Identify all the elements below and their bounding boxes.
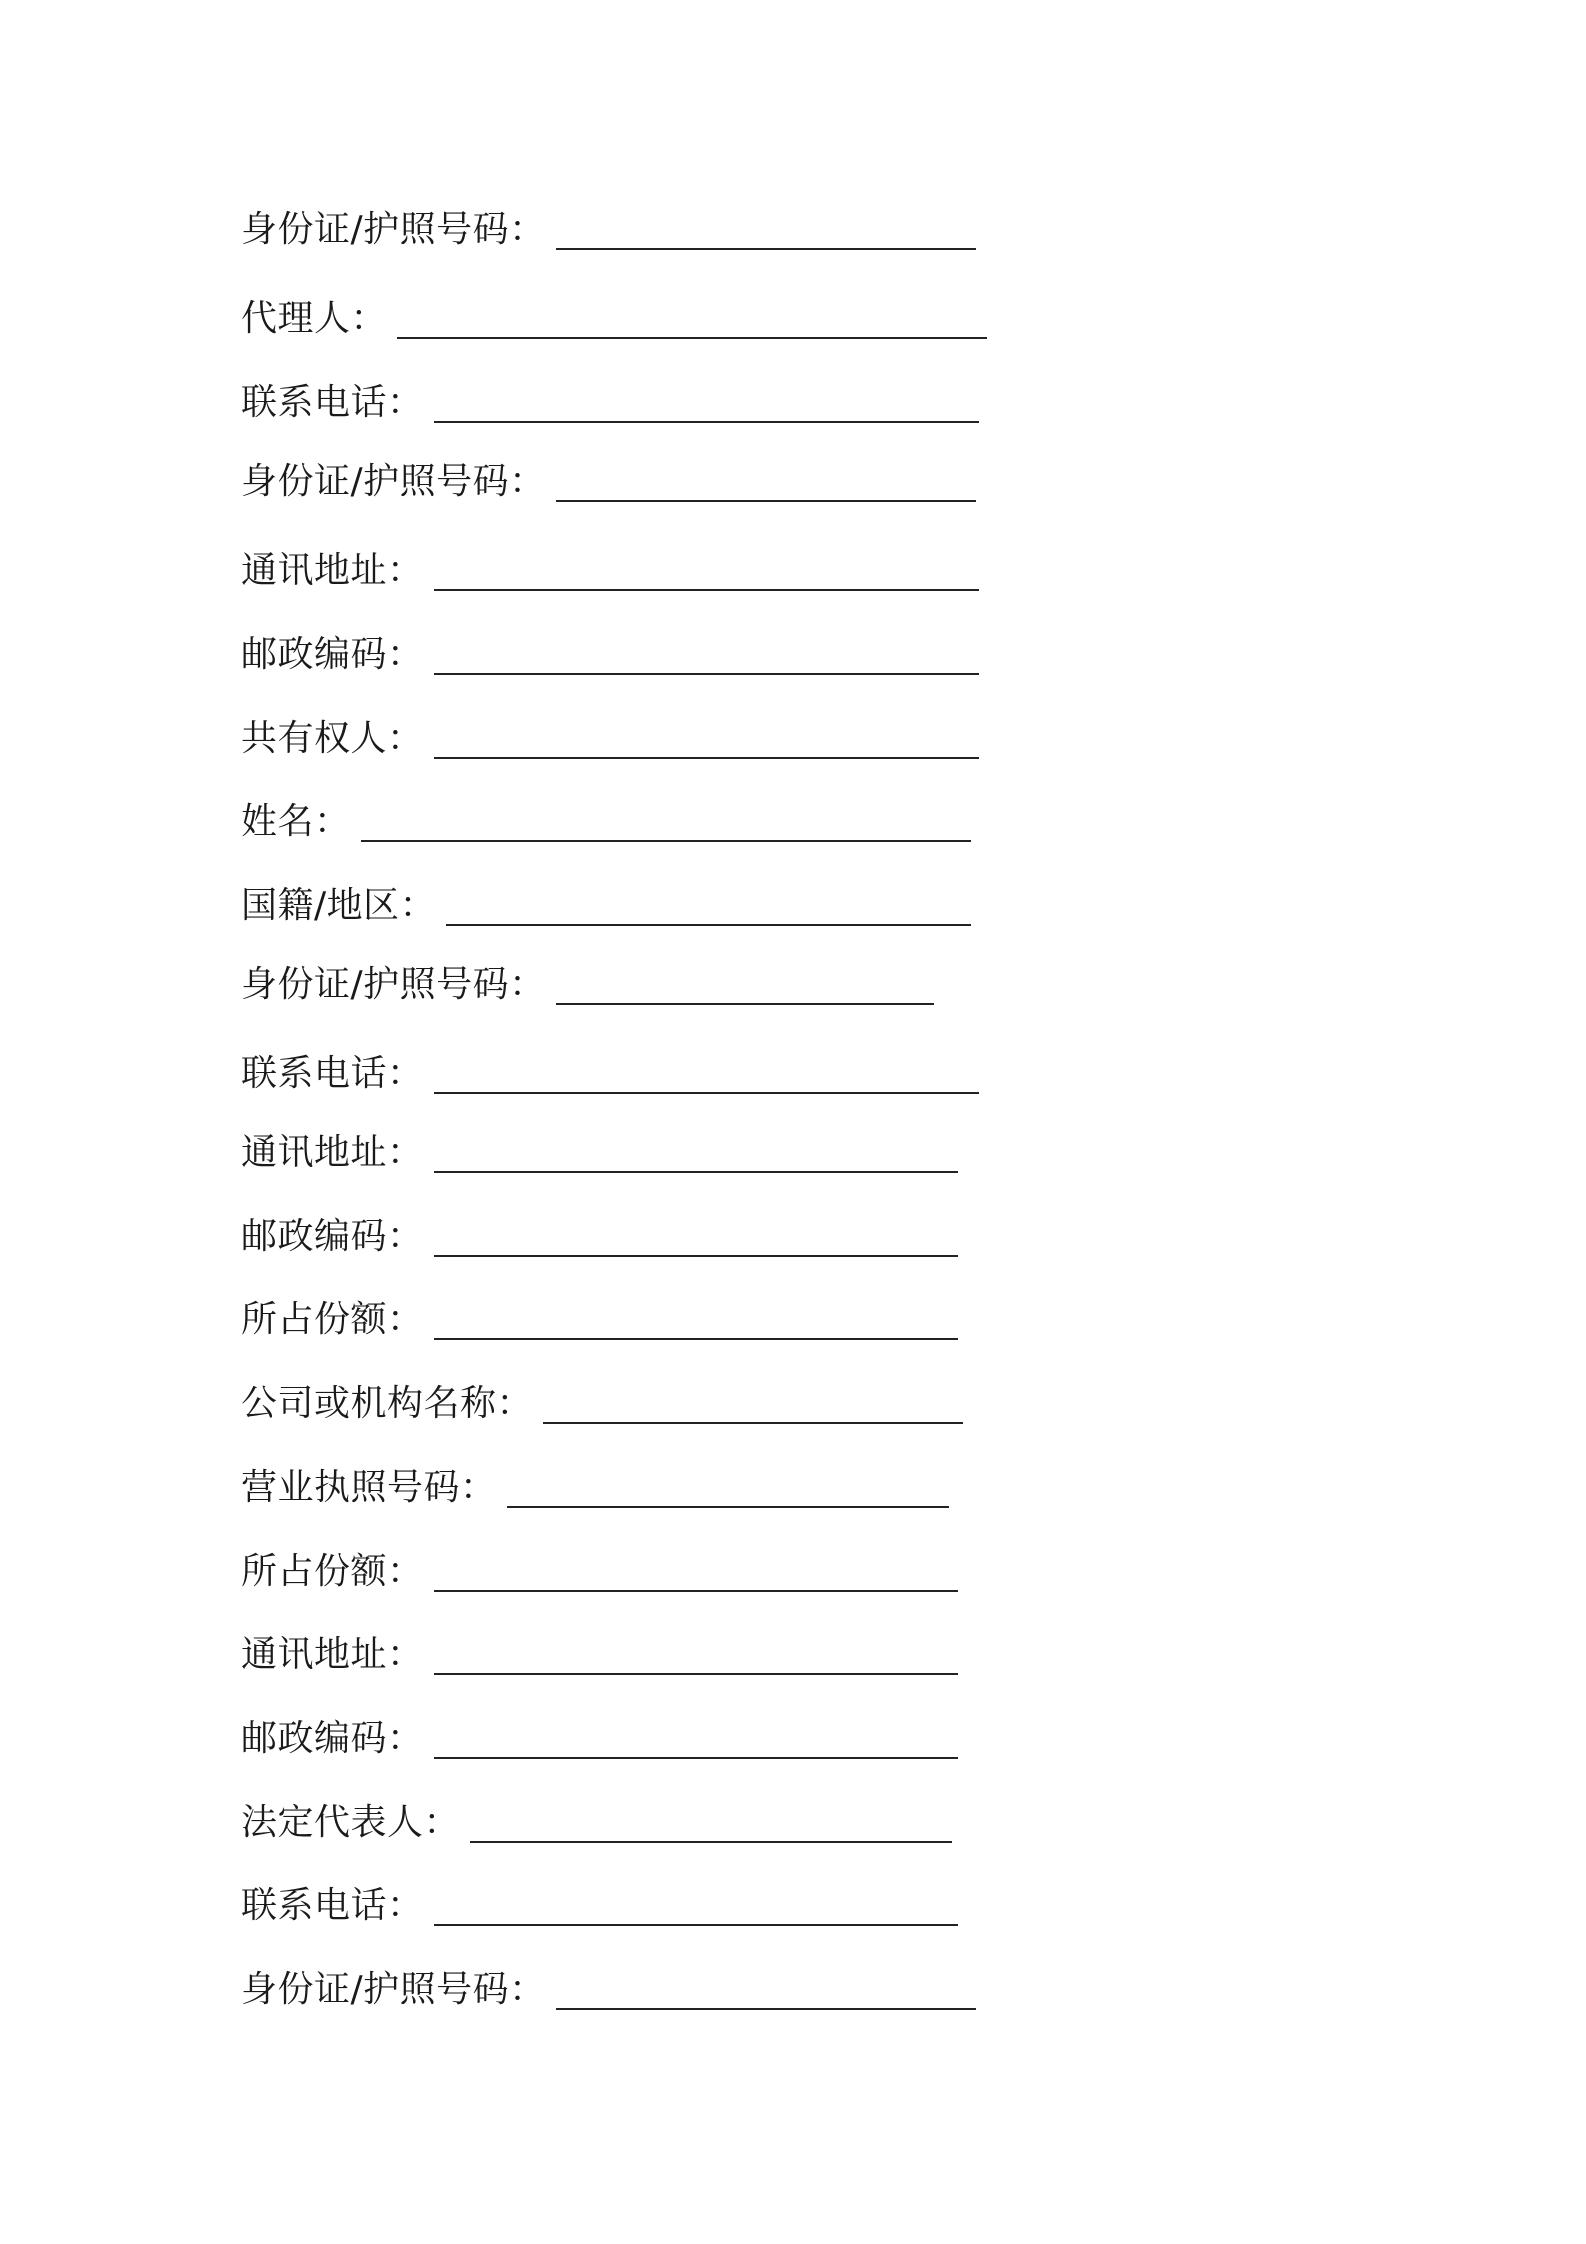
field-label: 通讯地址： [241,1634,424,1675]
field-label: 通讯地址： [241,550,424,591]
field-label: 通讯地址： [241,1132,424,1173]
fill-in-blank [434,1255,958,1257]
form-field [241,287,987,343]
fill-in-blank [434,757,979,759]
fill-in-blank [556,248,976,250]
form-field [241,1456,949,1512]
field-label: 法定代表人： [241,1802,461,1843]
form-field [241,1121,958,1177]
form-field [241,198,976,254]
form-field [241,1874,958,1930]
fill-in-blank [434,1673,958,1675]
form-field [241,1372,963,1428]
fill-in-blank [470,1841,952,1843]
field-label: 所占份额： [241,1551,424,1592]
form-field [241,1623,958,1679]
form-field [241,790,971,846]
fill-in-blank [434,1924,958,1926]
field-label: 共有权人： [241,718,424,759]
fill-in-blank [556,2008,976,2010]
form-field [241,623,979,679]
fill-in-blank [556,500,976,502]
form-field [241,1707,958,1763]
field-label: 公司或机构名称： [241,1383,534,1424]
fill-in-blank [543,1422,963,1424]
fill-in-blank [434,673,979,675]
form-field [241,1540,958,1596]
field-label: 代理人： [241,298,388,339]
fill-in-blank [361,840,971,842]
fill-in-blank [434,421,979,423]
form-field [241,707,979,763]
field-label: 邮政编码： [241,1718,424,1759]
field-label: 身份证/护照号码： [241,461,546,502]
field-label: 邮政编码： [241,634,424,675]
fill-in-blank [434,589,979,591]
field-label: 联系电话： [241,382,424,423]
field-label: 联系电话： [241,1885,424,1926]
field-label: 身份证/护照号码： [241,964,546,1005]
field-label: 营业执照号码： [241,1467,497,1508]
fill-in-blank [434,1590,958,1592]
form-field [241,1958,976,2014]
field-label: 身份证/护照号码： [241,209,546,250]
fill-in-blank [434,1757,958,1759]
fill-in-blank [434,1338,958,1340]
form-field [241,1205,958,1261]
fill-in-blank [556,1003,934,1005]
form-field [241,1288,958,1344]
field-label: 身份证/护照号码： [241,1969,546,2010]
form-field [241,371,979,427]
fill-in-blank [434,1092,979,1094]
form-field [241,450,976,506]
form-field [241,539,979,595]
fill-in-blank [507,1506,949,1508]
fill-in-blank [446,924,971,926]
form-field [241,1042,979,1098]
form-field [241,874,971,930]
fill-in-blank [397,337,987,339]
field-label: 国籍/地区： [241,885,437,926]
field-label: 邮政编码： [241,1216,424,1257]
field-label: 联系电话： [241,1053,424,1094]
fill-in-blank [434,1171,958,1173]
form-field [241,953,934,1009]
field-label: 所占份额： [241,1299,424,1340]
form-field [241,1791,952,1847]
field-label: 姓名： [241,801,351,842]
